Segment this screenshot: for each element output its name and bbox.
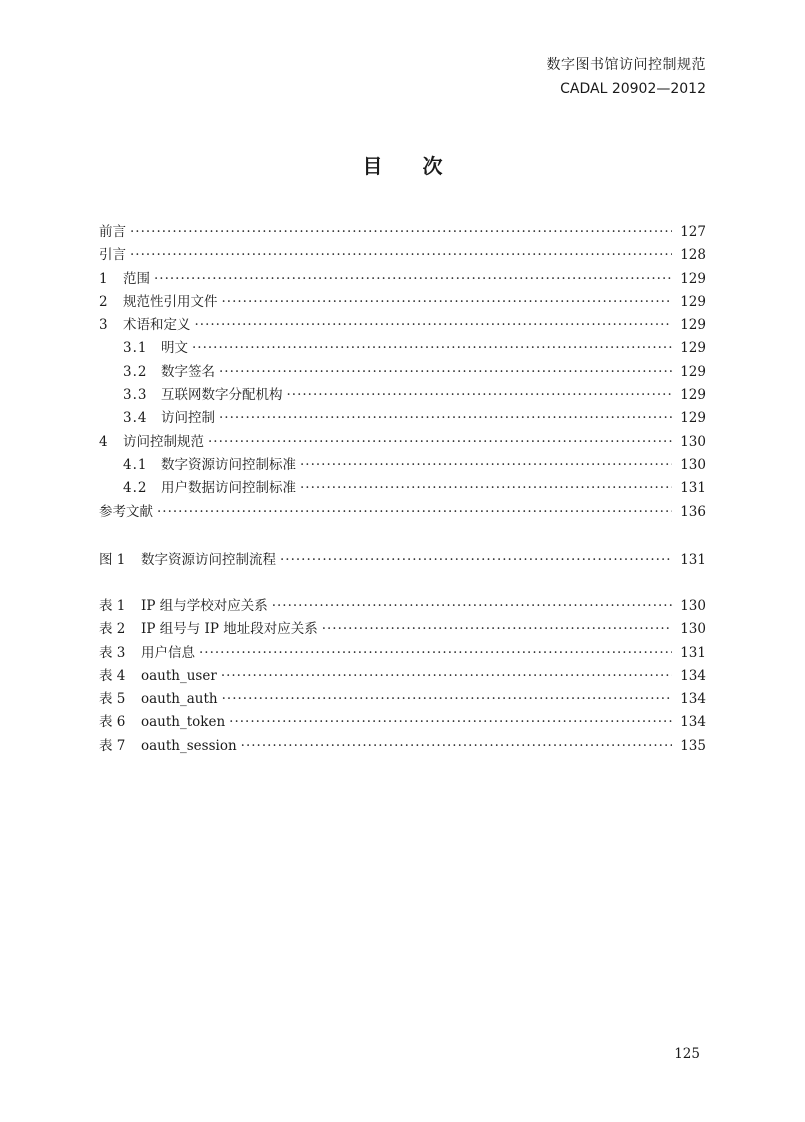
page-number: 125 xyxy=(674,1046,700,1062)
toc-entry-page: 134 xyxy=(680,691,706,708)
dot-leader xyxy=(157,501,672,524)
toc-entry-title: IP 组号与 IP 地址段对应关系 xyxy=(141,621,318,638)
dot-leader xyxy=(192,337,672,360)
dot-leader xyxy=(272,595,672,618)
toc-main-list xyxy=(99,221,706,524)
dot-leader xyxy=(130,244,672,267)
toc-entry-page: 131 xyxy=(680,644,706,661)
dot-leader xyxy=(130,221,672,244)
toc-entry-title: oauth_user xyxy=(141,667,217,684)
toc-entry-page: 134 xyxy=(680,714,706,731)
toc-entry-page: 135 xyxy=(680,737,706,754)
toc-entry[interactable] xyxy=(99,337,706,360)
toc-entry-number: 表 7 xyxy=(99,737,126,754)
dot-leader xyxy=(300,454,672,477)
toc-entry-page: 129 xyxy=(680,317,706,334)
dot-leader xyxy=(219,407,672,430)
toc-entry-page: 129 xyxy=(680,387,706,404)
dot-leader xyxy=(208,431,672,454)
toc-entry[interactable] xyxy=(99,549,706,572)
toc-entry-page: 131 xyxy=(680,480,706,497)
dot-leader xyxy=(280,549,672,572)
dot-leader xyxy=(322,618,672,641)
toc-entry-page: 129 xyxy=(680,363,706,380)
toc-entry-title: oauth_session xyxy=(141,737,237,754)
dot-leader xyxy=(199,642,672,665)
toc-entry-title: 用户信息 xyxy=(141,644,195,661)
toc-entry-title: oauth_auth xyxy=(141,691,218,708)
toc-entry-page: 130 xyxy=(680,621,706,638)
dot-leader xyxy=(229,711,672,734)
toc-entry[interactable] xyxy=(99,735,706,758)
dot-leader xyxy=(222,291,673,314)
toc-entry-title: 参考文献 xyxy=(99,503,153,520)
dot-leader xyxy=(222,688,672,711)
toc-entry-title: 前言 xyxy=(99,224,126,240)
dot-leader xyxy=(287,384,673,407)
toc-entry[interactable] xyxy=(99,595,706,618)
toc-entry-title: 规范性引用文件 xyxy=(123,293,218,310)
toc-entry[interactable] xyxy=(99,642,706,665)
toc-entry-page: 128 xyxy=(680,247,706,264)
toc-entry-page: 129 xyxy=(680,270,706,287)
toc-entry-title: 访问控制规范 xyxy=(123,433,204,450)
toc-entry-number: 3 xyxy=(99,317,108,334)
toc-entry-number: 表 2 xyxy=(99,621,126,638)
toc-entry[interactable] xyxy=(99,665,706,688)
toc-figure-list xyxy=(99,549,706,572)
toc-entry-title: 范围 xyxy=(123,270,150,287)
toc-entry-page: 129 xyxy=(680,340,706,357)
toc-entry[interactable] xyxy=(99,501,706,524)
toc-entry-number: 3.3 xyxy=(123,387,148,404)
toc-entry-number: 3.1 xyxy=(123,340,148,357)
toc-entry[interactable] xyxy=(99,291,706,314)
toc-heading xyxy=(0,150,805,179)
toc-entry-page: 131 xyxy=(680,552,706,568)
toc-entry[interactable] xyxy=(99,384,706,407)
toc-entry[interactable] xyxy=(99,244,706,267)
dot-leader xyxy=(241,735,672,758)
toc-entry-number: 3.4 xyxy=(123,410,148,427)
toc-entry[interactable] xyxy=(99,407,706,430)
toc-entry[interactable] xyxy=(99,688,706,711)
toc-entry[interactable] xyxy=(99,361,706,384)
toc-entry[interactable] xyxy=(99,477,706,500)
toc-heading-char: 次 xyxy=(422,154,443,178)
toc-entry-title: 互联网数字分配机构 xyxy=(161,387,283,404)
toc-entry-number: 2 xyxy=(99,293,108,310)
document-code: CADAL 20902—2012 xyxy=(560,81,706,97)
toc-entry-number: 4.1 xyxy=(123,456,148,473)
toc-entry-title: 数字签名 xyxy=(161,363,215,380)
toc-entry[interactable] xyxy=(99,314,706,337)
toc-table-list xyxy=(99,595,706,758)
toc-entry-title: 用户数据访问控制标准 xyxy=(161,480,296,497)
toc-entry-number: 图 1 xyxy=(99,552,126,568)
toc-entry-page: 136 xyxy=(680,503,706,520)
toc-entry-page: 134 xyxy=(680,667,706,684)
toc-entry-page: 130 xyxy=(680,433,706,450)
toc-entry-number: 表 4 xyxy=(99,667,126,684)
dot-leader xyxy=(195,314,673,337)
toc-entry-number: 4 xyxy=(99,433,108,450)
toc-entry-number: 表 1 xyxy=(99,598,126,614)
toc-entry-title: oauth_token xyxy=(141,714,226,731)
toc-entry[interactable] xyxy=(99,618,706,641)
toc-entry-page: 127 xyxy=(680,224,706,240)
dot-leader xyxy=(221,665,672,688)
toc-entry-title: 引言 xyxy=(99,247,126,264)
toc-entry-title: 明文 xyxy=(161,340,188,357)
dot-leader xyxy=(154,268,672,291)
toc-entry-number: 表 5 xyxy=(99,691,126,708)
toc-heading-char: 目 xyxy=(362,154,383,178)
toc-entry-title: 访问控制 xyxy=(161,410,215,427)
toc-entry[interactable] xyxy=(99,711,706,734)
toc-entry-title: 数字资源访问控制流程 xyxy=(141,552,276,568)
toc-entry-page: 130 xyxy=(680,456,706,473)
toc-entry[interactable] xyxy=(99,454,706,477)
toc-entry-number: 3.2 xyxy=(123,363,148,380)
dot-leader xyxy=(219,361,672,384)
dot-leader xyxy=(300,477,672,500)
toc-entry[interactable] xyxy=(99,268,706,291)
toc-entry-page: 129 xyxy=(680,410,706,427)
toc-entry[interactable] xyxy=(99,431,706,454)
toc-entry-number: 表 6 xyxy=(99,714,126,731)
toc-entry-title: IP 组与学校对应关系 xyxy=(141,598,268,614)
toc-entry-title: 术语和定义 xyxy=(123,317,191,334)
toc-entry-page: 130 xyxy=(680,598,706,614)
toc-entry-number: 表 3 xyxy=(99,644,126,661)
document-title: 数字图书馆访问控制规范 xyxy=(546,57,706,73)
toc-entry-number: 1 xyxy=(99,270,108,287)
toc-entry-title: 数字资源访问控制标准 xyxy=(161,456,296,473)
toc-entry-number: 4.2 xyxy=(123,480,148,497)
toc-entry[interactable] xyxy=(99,221,706,244)
toc-entry-page: 129 xyxy=(680,293,706,310)
